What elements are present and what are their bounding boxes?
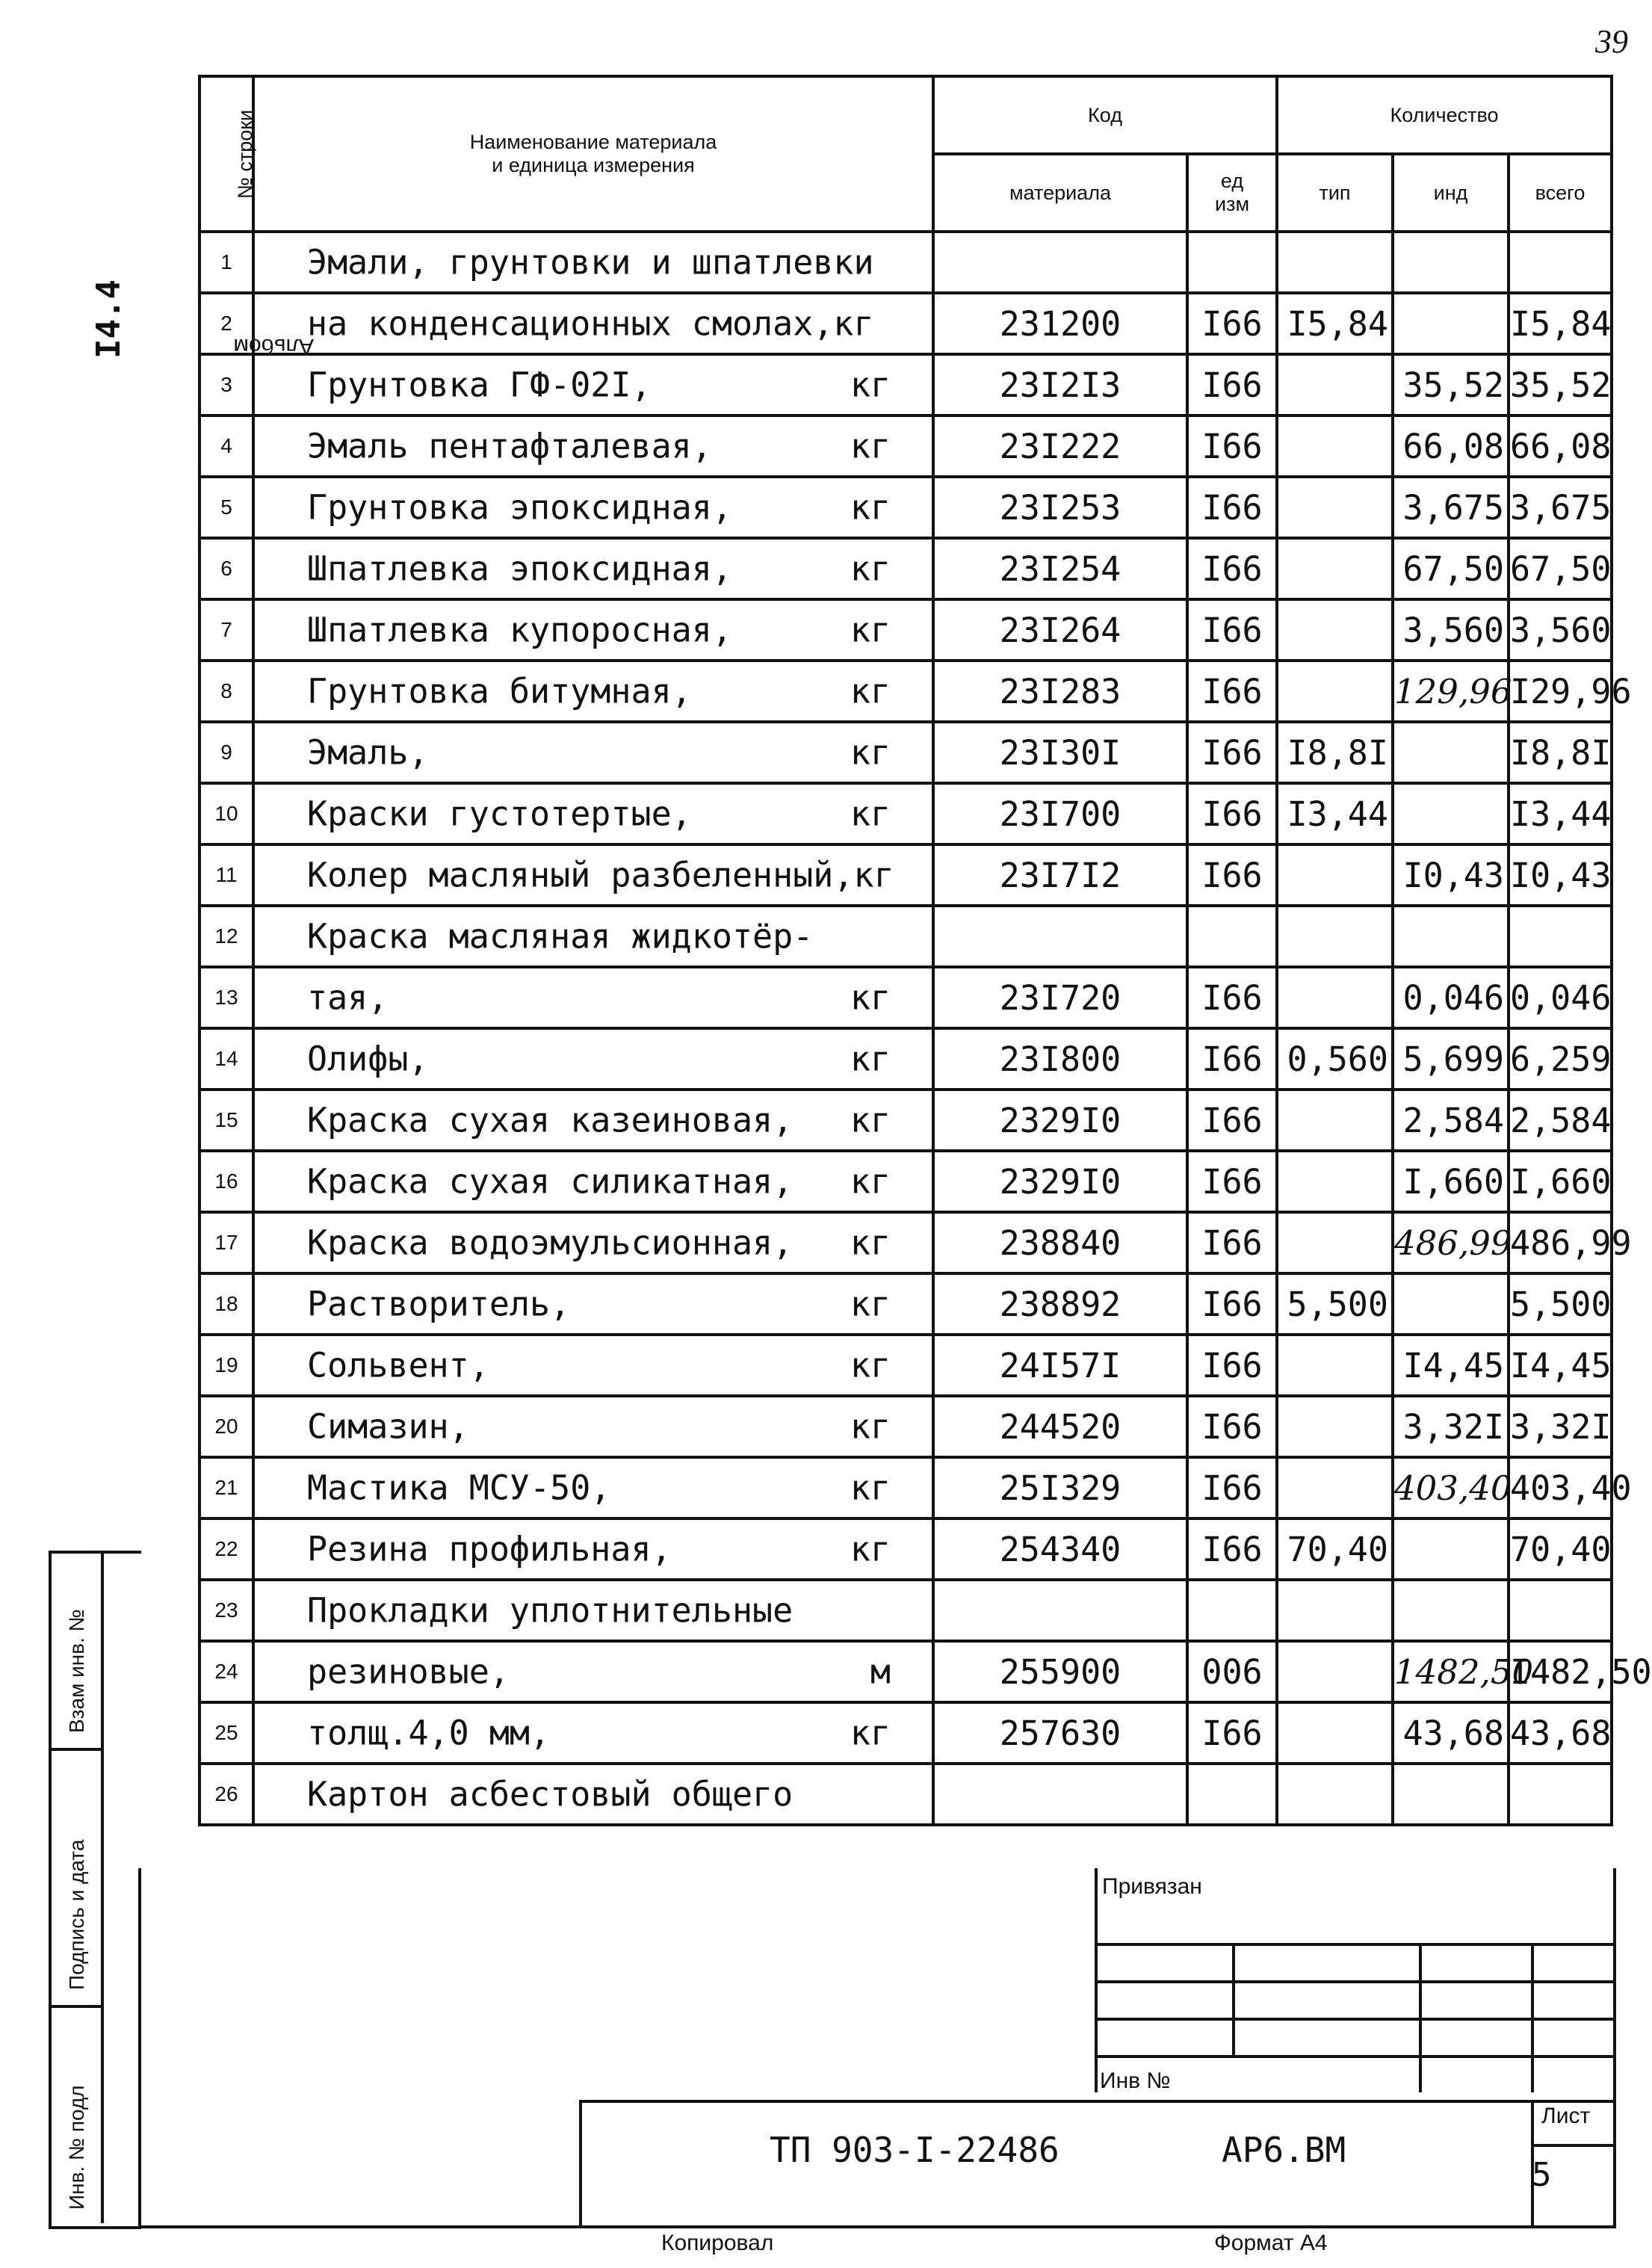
- material-code: 257630: [933, 1702, 1187, 1764]
- material-name: Эмаль пентафталевая,: [307, 426, 712, 466]
- material-name: Шпатлевка эпоксидная,: [307, 549, 732, 589]
- header-ind: инд: [1393, 154, 1509, 232]
- sheet-label: Лист: [1541, 2104, 1591, 2128]
- material-name-cell: [253, 1335, 933, 1396]
- table-row: [199, 722, 1612, 783]
- material-code: 238892: [933, 1273, 1187, 1335]
- unit-code: I66: [1187, 1518, 1277, 1580]
- unit-code: I66: [1187, 1028, 1277, 1090]
- material-name: Колер масляный разбеленный,кг: [307, 855, 894, 895]
- material-unit: кг: [850, 794, 891, 834]
- qty-typ: [1277, 1212, 1393, 1273]
- row-number: 2: [199, 293, 253, 354]
- qty-total: [1509, 906, 1612, 967]
- material-unit: кг: [850, 1468, 891, 1508]
- qty-ind: [1393, 232, 1509, 293]
- table-row: [199, 1273, 1612, 1335]
- material-unit: кг: [850, 1161, 891, 1202]
- qty-typ: [1277, 906, 1393, 967]
- material-name-cell: [253, 599, 933, 661]
- material-name: Симазин,: [307, 1406, 469, 1447]
- row-number: 11: [199, 844, 253, 906]
- material-name: Эмали, грунтовки и шпатлевки: [307, 242, 874, 282]
- material-unit: м: [870, 1651, 891, 1692]
- row-number: 7: [199, 599, 253, 661]
- unit-code: [1187, 1764, 1277, 1825]
- qty-total: 67,50: [1509, 538, 1612, 599]
- row-number: 3: [199, 354, 253, 415]
- qty-total: I4,45: [1509, 1335, 1612, 1396]
- title-block: [579, 2100, 1613, 2228]
- unit-code: I66: [1187, 1457, 1277, 1518]
- qty-total: I5,84: [1509, 293, 1612, 354]
- table-row: [199, 1090, 1612, 1151]
- row-number: 10: [199, 783, 253, 844]
- qty-typ: [1277, 844, 1393, 906]
- stamp-vzam-inv: Взам инв. №: [52, 1554, 104, 1751]
- material-code: 23I700: [933, 783, 1187, 844]
- qty-ind: [1393, 293, 1509, 354]
- table-row: [199, 232, 1612, 293]
- qty-total: 2,584: [1509, 1090, 1612, 1151]
- unit-code: [1187, 906, 1277, 967]
- qty-typ: 70,40: [1277, 1518, 1393, 1580]
- qty-ind: [1393, 906, 1509, 967]
- qty-typ: [1277, 1396, 1393, 1457]
- table-row: [199, 967, 1612, 1028]
- qty-typ: [1277, 967, 1393, 1028]
- row-number: 14: [199, 1028, 253, 1090]
- material-code: 238840: [933, 1212, 1187, 1273]
- material-code: 23I283: [933, 661, 1187, 722]
- qty-typ: [1277, 599, 1393, 661]
- material-name: Растворитель,: [307, 1284, 571, 1324]
- unit-code: I66: [1187, 477, 1277, 538]
- unit-code: I66: [1187, 415, 1277, 477]
- qty-total: 35,52: [1509, 354, 1612, 415]
- qty-total: 486,99: [1509, 1212, 1612, 1273]
- unit-code: I66: [1187, 783, 1277, 844]
- unit-code: I66: [1187, 661, 1277, 722]
- qty-ind: 5,699: [1393, 1028, 1509, 1090]
- material-unit: кг: [850, 671, 891, 711]
- row-number: 1: [199, 232, 253, 293]
- header-unit: ед изм: [1187, 154, 1277, 232]
- material-name: Сольвент,: [307, 1345, 489, 1385]
- row-number: 4: [199, 415, 253, 477]
- qty-ind: 67,50: [1393, 538, 1509, 599]
- material-name-cell: [253, 1090, 933, 1151]
- material-name-cell: [253, 1457, 933, 1518]
- row-number: 19: [199, 1335, 253, 1396]
- qty-total: 0,046: [1509, 967, 1612, 1028]
- qty-typ: [1277, 354, 1393, 415]
- qty-typ: [1277, 477, 1393, 538]
- row-number: 20: [199, 1396, 253, 1457]
- row-number: 8: [199, 661, 253, 722]
- qty-ind: 0,046: [1393, 967, 1509, 1028]
- table-row: [199, 1151, 1612, 1212]
- material-code: 2329I0: [933, 1151, 1187, 1212]
- material-name-cell: [253, 1028, 933, 1090]
- unit-code: I66: [1187, 1090, 1277, 1151]
- unit-code: I66: [1187, 599, 1277, 661]
- qty-typ: [1277, 1641, 1393, 1702]
- qty-typ: I5,84: [1277, 293, 1393, 354]
- qty-total: I0,43: [1509, 844, 1612, 906]
- unit-code: I66: [1187, 722, 1277, 783]
- qty-total: [1509, 1764, 1612, 1825]
- qty-typ: [1277, 661, 1393, 722]
- qty-ind: 3,32I: [1393, 1396, 1509, 1457]
- qty-total: 3,675: [1509, 477, 1612, 538]
- qty-typ: 0,560: [1277, 1028, 1393, 1090]
- table-row: [199, 1702, 1612, 1764]
- table-row: [199, 538, 1612, 599]
- qty-typ: [1277, 1151, 1393, 1212]
- table-row: [199, 1518, 1612, 1580]
- table-row: [199, 1396, 1612, 1457]
- material-name-cell: [253, 722, 933, 783]
- material-name: Краска сухая силикатная,: [307, 1161, 793, 1202]
- qty-total: I29,96: [1509, 661, 1612, 722]
- material-code: [933, 232, 1187, 293]
- material-name-cell: [253, 1212, 933, 1273]
- material-code: 244520: [933, 1396, 1187, 1457]
- qty-typ: [1277, 538, 1393, 599]
- material-unit: кг: [850, 977, 891, 1018]
- unit-code: I66: [1187, 354, 1277, 415]
- row-number: 15: [199, 1090, 253, 1151]
- material-code: 255900: [933, 1641, 1187, 1702]
- qty-ind: 2,584: [1393, 1090, 1509, 1151]
- approval-stamp-column: [49, 1551, 141, 2229]
- unit-code: [1187, 232, 1277, 293]
- row-number: 6: [199, 538, 253, 599]
- table-row: [199, 1580, 1612, 1641]
- copied-label: Копировал: [661, 2231, 774, 2255]
- material-name: Шпатлевка купоросная,: [307, 610, 732, 650]
- material-name: Краски густотертые,: [307, 794, 692, 834]
- material-name: Картон асбестовый общего: [307, 1774, 793, 1814]
- material-code: 24I57I: [933, 1335, 1187, 1396]
- unit-code: I66: [1187, 1335, 1277, 1396]
- material-unit: кг: [850, 1223, 891, 1263]
- row-number: 21: [199, 1457, 253, 1518]
- material-name: тая,: [307, 977, 389, 1018]
- material-code: 2329I0: [933, 1090, 1187, 1151]
- unit-code: [1187, 1580, 1277, 1641]
- material-unit: кг: [850, 426, 891, 466]
- material-code: 23I30I: [933, 722, 1187, 783]
- material-name: Краска сухая казеиновая,: [307, 1100, 793, 1140]
- material-unit: кг: [850, 732, 891, 773]
- qty-typ: [1277, 1335, 1393, 1396]
- qty-total: [1509, 1580, 1612, 1641]
- material-code: 23I2I3: [933, 354, 1187, 415]
- table-row: [199, 477, 1612, 538]
- table-row: [199, 1764, 1612, 1825]
- qty-typ: [1277, 1764, 1393, 1825]
- qty-typ: 5,500: [1277, 1273, 1393, 1335]
- qty-total: I3,44: [1509, 783, 1612, 844]
- table-row: [199, 844, 1612, 906]
- unit-code: I66: [1187, 1396, 1277, 1457]
- material-unit: кг: [850, 1345, 891, 1385]
- album-word: Альбом: [233, 334, 314, 359]
- material-name-cell: [253, 415, 933, 477]
- material-name-cell: [253, 844, 933, 906]
- material-code: 23I800: [933, 1028, 1187, 1090]
- row-number: 26: [199, 1764, 253, 1825]
- unit-code: I66: [1187, 1212, 1277, 1273]
- material-code: 23I7I2: [933, 844, 1187, 906]
- unit-code: I66: [1187, 1151, 1277, 1212]
- unit-code: I66: [1187, 538, 1277, 599]
- material-unit: кг: [850, 1100, 891, 1140]
- material-name: на конденсационных смолах,кг: [307, 303, 874, 344]
- qty-total: I,660: [1509, 1151, 1612, 1212]
- row-number: 18: [199, 1273, 253, 1335]
- material-name-cell: [253, 1702, 933, 1764]
- qty-typ: I8,8I: [1277, 722, 1393, 783]
- material-name: Олифы,: [307, 1039, 429, 1079]
- qty-ind: 486,99: [1393, 1212, 1509, 1273]
- qty-total: 6,259: [1509, 1028, 1612, 1090]
- table-row: [199, 354, 1612, 415]
- qty-ind: 3,675: [1393, 477, 1509, 538]
- material-code: 231200: [933, 293, 1187, 354]
- row-number: 25: [199, 1702, 253, 1764]
- material-unit: кг: [850, 549, 891, 589]
- row-number: 12: [199, 906, 253, 967]
- material-name-cell: [253, 293, 933, 354]
- stamp-sign-date: Подпись и дата: [52, 1751, 104, 2008]
- header-row-number: № строки: [199, 76, 253, 232]
- material-name: Резина профильная,: [307, 1529, 672, 1569]
- row-number: 22: [199, 1518, 253, 1580]
- material-name: Грунтовка битумная,: [307, 671, 692, 711]
- material-name: Грунтовка ГФ-02I,: [307, 365, 652, 405]
- header-material: материала: [933, 154, 1187, 232]
- qty-ind: [1393, 1580, 1509, 1641]
- table-row: [199, 1641, 1612, 1702]
- material-name-cell: [253, 1764, 933, 1825]
- table-row: [199, 661, 1612, 722]
- table-row: [199, 906, 1612, 967]
- material-name-cell: [253, 783, 933, 844]
- header-quantity: Количество: [1277, 76, 1612, 154]
- material-code: 23I264: [933, 599, 1187, 661]
- qty-ind: 35,52: [1393, 354, 1509, 415]
- material-name: Мастика МСУ-50,: [307, 1468, 611, 1508]
- table-body: [199, 232, 1652, 1825]
- material-name: Эмаль,: [307, 732, 429, 773]
- qty-ind: 129,96: [1393, 661, 1509, 722]
- unit-code: I66: [1187, 967, 1277, 1028]
- material-code: [933, 1764, 1187, 1825]
- material-name-cell: [253, 1273, 933, 1335]
- document-mark: АР6.ВМ: [1222, 2130, 1346, 2170]
- table-row: [199, 1335, 1612, 1396]
- material-code: 23I253: [933, 477, 1187, 538]
- material-name-cell: [253, 538, 933, 599]
- material-code: [933, 906, 1187, 967]
- unit-code: I66: [1187, 1702, 1277, 1764]
- material-unit: кг: [850, 1713, 891, 1753]
- material-code: 25I329: [933, 1457, 1187, 1518]
- inventory-label: Инв №: [1100, 2068, 1171, 2093]
- qty-typ: I3,44: [1277, 783, 1393, 844]
- row-number: 9: [199, 722, 253, 783]
- qty-ind: [1393, 722, 1509, 783]
- table-row: [199, 293, 1612, 354]
- header-name: Наименование материала и единица измерения: [253, 76, 933, 232]
- qty-typ: [1277, 1090, 1393, 1151]
- qty-typ: [1277, 1457, 1393, 1518]
- qty-total: 43,68: [1509, 1702, 1612, 1764]
- qty-ind: [1393, 1764, 1509, 1825]
- qty-typ: [1277, 1702, 1393, 1764]
- qty-total: 5,500: [1509, 1273, 1612, 1335]
- qty-typ: [1277, 1580, 1393, 1641]
- qty-ind: [1393, 1273, 1509, 1335]
- qty-ind: 66,08: [1393, 415, 1509, 477]
- material-code: 23I254: [933, 538, 1187, 599]
- material-unit: кг: [850, 365, 891, 405]
- qty-total: 70,40: [1509, 1518, 1612, 1580]
- qty-ind: I4,45: [1393, 1335, 1509, 1396]
- material-name-cell: [253, 232, 933, 293]
- material-name-cell: [253, 1641, 933, 1702]
- qty-ind: I,660: [1393, 1151, 1509, 1212]
- unit-code: I66: [1187, 293, 1277, 354]
- qty-ind: 43,68: [1393, 1702, 1509, 1764]
- material-name-cell: [253, 1396, 933, 1457]
- row-number: 24: [199, 1641, 253, 1702]
- material-unit: кг: [850, 1406, 891, 1447]
- unit-code: I66: [1187, 1273, 1277, 1335]
- qty-typ: [1277, 415, 1393, 477]
- qty-total: I482,50: [1509, 1641, 1612, 1702]
- qty-total: I8,8I: [1509, 722, 1612, 783]
- album-number: I4.4: [90, 279, 128, 359]
- material-name-cell: [253, 967, 933, 1028]
- page-number: 39: [1595, 23, 1628, 60]
- material-unit: кг: [850, 487, 891, 528]
- material-unit: кг: [850, 1284, 891, 1324]
- material-name-cell: [253, 906, 933, 967]
- material-name: Грунтовка эпоксидная,: [307, 487, 732, 528]
- qty-total: 3,560: [1509, 599, 1612, 661]
- sheet-number: 5: [1532, 2156, 1552, 2194]
- material-name: Краска водоэмульсионная,: [307, 1223, 793, 1263]
- material-unit: кг: [850, 1039, 891, 1079]
- material-name-cell: [253, 661, 933, 722]
- material-unit: кг: [850, 610, 891, 650]
- table-row: [199, 783, 1612, 844]
- materials-table: [198, 75, 1652, 1826]
- format-label: Формат А4: [1214, 2231, 1328, 2255]
- unit-code: 006: [1187, 1641, 1277, 1702]
- linked-block: [1095, 1868, 1613, 2092]
- stamp-inv-no-podl: Инв. № подл: [52, 2008, 104, 2223]
- material-code: 23I222: [933, 415, 1187, 477]
- table-row: [199, 1212, 1612, 1273]
- qty-total: 3,32I: [1509, 1396, 1612, 1457]
- qty-total: 403,40: [1509, 1457, 1612, 1518]
- header-total: всего: [1509, 154, 1612, 232]
- material-name: резиновые,: [307, 1651, 510, 1692]
- material-name: Прокладки уплотнительные: [307, 1590, 793, 1631]
- material-code: 23I720: [933, 967, 1187, 1028]
- table-row: [199, 415, 1612, 477]
- qty-ind: 1482,50: [1393, 1641, 1509, 1702]
- row-number: 5: [199, 477, 253, 538]
- material-name-cell: [253, 1580, 933, 1641]
- header-code: Код: [933, 76, 1277, 154]
- row-number: 23: [199, 1580, 253, 1641]
- table-row: [199, 1028, 1612, 1090]
- material-code: [933, 1580, 1187, 1641]
- material-name-cell: [253, 1151, 933, 1212]
- header-typ: тип: [1277, 154, 1393, 232]
- material-code: 254340: [933, 1518, 1187, 1580]
- qty-total: [1509, 232, 1612, 293]
- table-row: [199, 599, 1612, 661]
- row-number: 13: [199, 967, 253, 1028]
- qty-ind: [1393, 1518, 1509, 1580]
- material-name: Краска масляная жидкотёр-: [307, 916, 814, 957]
- material-name: толщ.4,0 мм,: [307, 1713, 551, 1753]
- qty-total: 66,08: [1509, 415, 1612, 477]
- qty-ind: [1393, 783, 1509, 844]
- material-name-cell: [253, 477, 933, 538]
- material-name-cell: [253, 354, 933, 415]
- qty-ind: 3,560: [1393, 599, 1509, 661]
- table-row: [199, 1457, 1612, 1518]
- material-name-cell: [253, 1518, 933, 1580]
- linked-label: Привязан: [1102, 1874, 1202, 1899]
- material-unit: кг: [850, 1529, 891, 1569]
- unit-code: I66: [1187, 844, 1277, 906]
- qty-ind: I0,43: [1393, 844, 1509, 906]
- row-number: 17: [199, 1212, 253, 1273]
- row-number: 16: [199, 1151, 253, 1212]
- qty-typ: [1277, 232, 1393, 293]
- qty-ind: 403,40: [1393, 1457, 1509, 1518]
- document-code: ТП 903-I-22486: [770, 2130, 1059, 2170]
